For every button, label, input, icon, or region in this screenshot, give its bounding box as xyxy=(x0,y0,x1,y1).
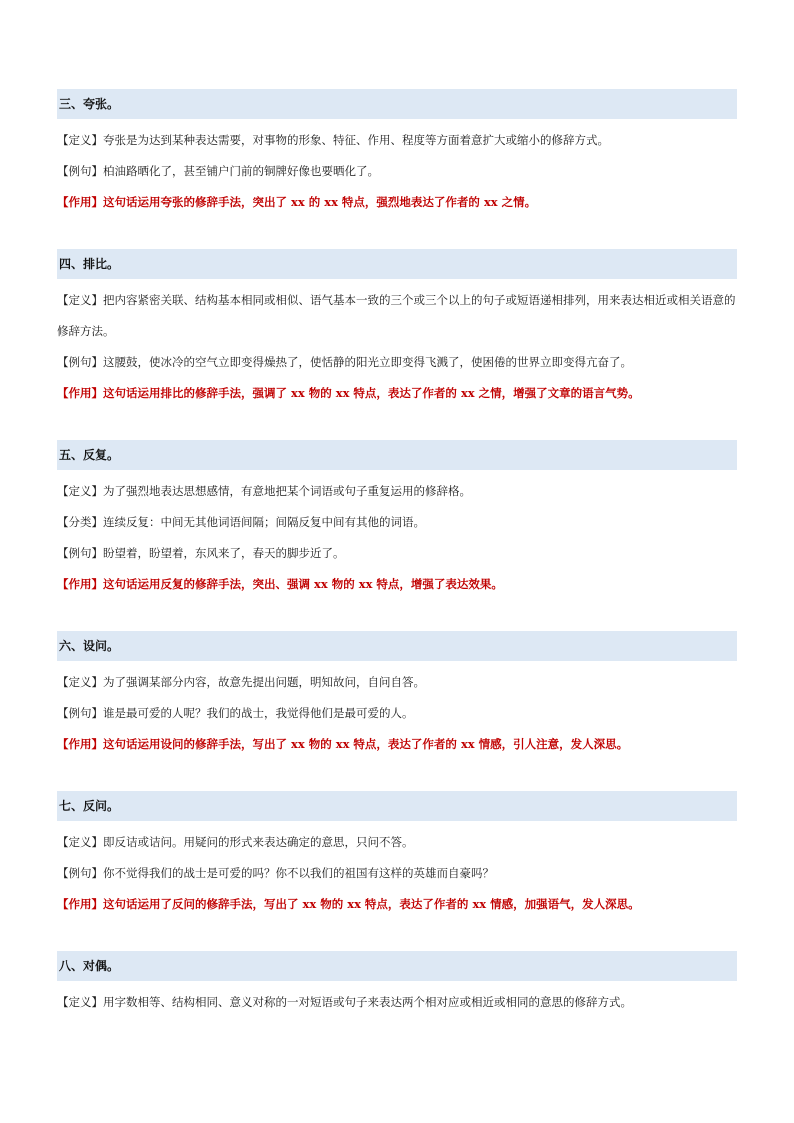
text-line: 【例句】柏油路晒化了，甚至铺户门前的铜牌好像也要晒化了。 xyxy=(57,164,379,178)
section xyxy=(57,791,737,920)
effect-line: 【作用】这句话运用夸张的修辞手法，突出了 xx 的 xx 特点，强烈地表达了作者的 xx 之情。 xyxy=(57,195,537,209)
text-line: 【定义】用字数相等、结构相同、意义对称的一对短语或句子来表达两个相对应或相近或相同的意思的修辞方式。 xyxy=(57,995,632,1009)
text-line: 【例句】谁是最可爱的人呢？我们的战士，我觉得他们是最可爱的人。 xyxy=(57,706,414,720)
section-heading: 五、反复。 xyxy=(57,440,737,470)
effect-line: 【作用】这句话运用设问的修辞手法，写出了 xx 物的 xx 特点，表达了作者的 xx 情感，引人注意，发人深思。 xyxy=(57,737,629,751)
text-line: 【例句】你不觉得我们的战士是可爱的吗？你不以我们的祖国有这样的英雄而自豪吗？ xyxy=(57,866,494,880)
section xyxy=(57,951,737,1018)
section xyxy=(57,440,737,600)
text-line: 【例句】盼望着，盼望着，东风来了，春天的脚步近了。 xyxy=(57,546,345,560)
section xyxy=(57,249,737,409)
effect-line: 【作用】这句话运用了反问的修辞手法，写出了 xx 物的 xx 特点，表达了作者的 xx 情感，加强语气，发人深思。 xyxy=(57,897,640,911)
document-body xyxy=(57,89,737,1049)
text-line: 【例句】这腰鼓，使冰冷的空气立即变得燥热了，使恬静的阳光立即变得飞溅了，使困倦的世界立即变得亢奋了。 xyxy=(57,355,632,369)
section-heading: 四、排比。 xyxy=(57,249,737,279)
section-heading: 八、对偶。 xyxy=(57,951,737,981)
text-line: 【定义】为了强调某部分内容，故意先提出问题，明知故问，自问自答。 xyxy=(57,675,425,689)
section-heading: 六、设问。 xyxy=(57,631,737,661)
section-heading: 三、夸张。 xyxy=(57,89,737,119)
text-line: 【定义】夸张是为达到某种表达需要，对事物的形象、特征、作用、程度等方面着意扩大或缩小的修辞方式。 xyxy=(57,133,609,147)
text-line: 【定义】即反诘或诘问。用疑问的形式来表达确定的意思，只问不答。 xyxy=(57,835,414,849)
text-line: 【分类】连续反复：中间无其他词语间隔；间隔反复中间有其他的词语。 xyxy=(57,515,425,529)
text-line: 【定义】为了强烈地表达思想感情，有意地把某个词语或句子重复运用的修辞格。 xyxy=(57,484,471,498)
section xyxy=(57,89,737,218)
effect-line: 【作用】这句话运用排比的修辞手法，强调了 xx 物的 xx 特点，表达了作者的 xx 之情，增强了文章的语言气势。 xyxy=(57,386,640,400)
section xyxy=(57,631,737,760)
section-heading: 七、反问。 xyxy=(57,791,737,821)
text-line: 【定义】把内容紧密关联、结构基本相同或相似、语气基本一致的三个或三个以上的句子或短语递相排列，用来表达相近或相关语意的修辞方法。 xyxy=(57,293,736,338)
effect-line: 【作用】这句话运用反复的修辞手法，突出、强调 xx 物的 xx 特点，增强了表达效果。 xyxy=(57,577,503,591)
